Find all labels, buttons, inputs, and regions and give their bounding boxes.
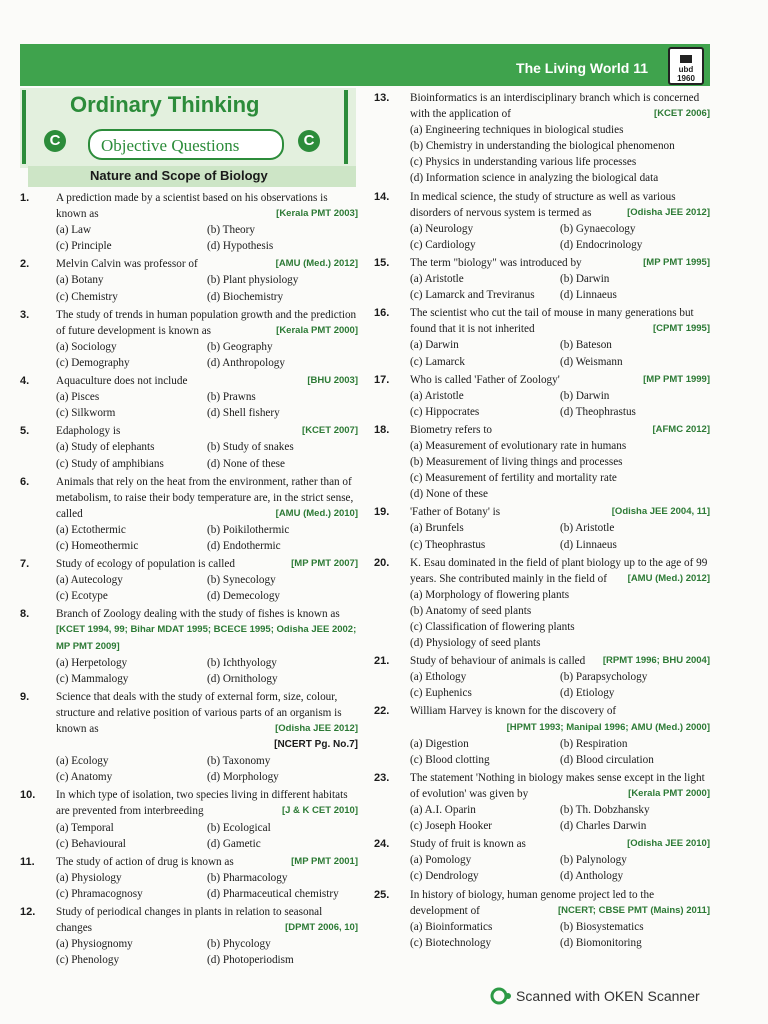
question-text-block	[56, 689, 358, 753]
answer-option: (b) Plant physiology	[207, 274, 299, 287]
answer-option: (a) Engineering techniques in biological studies	[410, 124, 624, 137]
answer-option: (b) Bateson	[560, 339, 612, 352]
question-text: Who is called 'Father of Zoology'	[410, 373, 560, 386]
answer-option: (c) Study of amphibians	[56, 457, 164, 470]
question-text: The term "biology" was introduced by	[410, 256, 582, 269]
question-text-block	[56, 556, 358, 572]
answer-option: (a) Ecology	[56, 755, 109, 768]
question-text: In which type of isolation, two species living in different habitats are prevented from interbreeding	[56, 789, 348, 818]
question-number: 15.	[374, 256, 390, 269]
answer-option: (c) Theophrastus	[410, 538, 486, 551]
answer-option: (c) Behavioural	[56, 837, 126, 850]
options-list	[56, 272, 358, 304]
options-list	[56, 655, 358, 687]
exam-source: [DPMT 2006, 10]	[285, 922, 358, 934]
question-number: 17.	[374, 373, 390, 386]
question-text: Aquaculture does not include	[56, 375, 188, 388]
question-number: 21.	[374, 655, 390, 668]
answer-option: (a) Pisces	[56, 391, 100, 404]
answer-option: (a) Temporal	[56, 821, 114, 834]
answer-option: (b) Phycology	[207, 938, 271, 951]
answer-option: (c) Lamarck	[410, 355, 465, 368]
exam-source: [Odisha JEE 2010]	[627, 838, 710, 850]
answer-option: (a) Pomology	[410, 854, 472, 867]
question-text-block	[410, 770, 710, 802]
question-number: 22.	[374, 705, 390, 718]
answer-option: (d) Blood circulation	[560, 753, 654, 766]
question-number: 12.	[20, 906, 36, 919]
options-list	[56, 572, 358, 604]
options-list	[56, 936, 358, 968]
question-text: The statement 'Nothing in biology makes sense except in the light of evolution' was given by	[410, 771, 705, 800]
question-text-block	[56, 606, 358, 654]
answer-option: (c) Anatomy	[56, 771, 113, 784]
answer-option: (a) Physiognomy	[56, 938, 133, 951]
answer-option: (b) Synecology	[207, 574, 276, 587]
question-text: Biometry refers to	[410, 423, 493, 436]
options-list	[410, 388, 710, 420]
answer-option: (a) Darwin	[410, 339, 459, 352]
question-text: Bioinformatics is an interdisciplinary branch which is concerned with the application of	[410, 92, 700, 121]
question-text-block	[410, 653, 710, 669]
answer-option: (a) Brunfels	[410, 522, 464, 535]
answer-option: (c) Mammalogy	[56, 672, 129, 685]
answer-option: (c) Principle	[56, 240, 112, 253]
exam-source: [RPMT 1996; BHU 2004]	[602, 655, 710, 667]
exam-source: [KCET 1994, 99; Bihar MDAT 1995; BCECE 1995; Odisha JEE 2002; MP PMT 2009]	[56, 624, 357, 652]
left-question-column	[20, 190, 358, 970]
answer-option: (d) Etiology	[560, 687, 615, 700]
corner-c-icon: C	[44, 130, 66, 152]
question-item	[374, 90, 710, 187]
question-number: 1.	[20, 192, 30, 204]
question-text: In history of biology, human genome project led to the development of	[410, 888, 655, 917]
answer-option: (c) Dendrology	[410, 870, 479, 883]
question-text-block	[56, 190, 358, 222]
ncert-reference: [NCERT Pg. No.7]	[274, 739, 358, 751]
answer-option: (c) Biotechnology	[410, 936, 492, 949]
question-item	[20, 689, 358, 786]
question-item	[20, 556, 358, 604]
question-item	[20, 190, 358, 254]
running-header: The Living World 11	[516, 60, 648, 76]
answer-option: (c) Classification of flowering plants	[410, 621, 575, 633]
answer-option: (b) Respiration	[560, 737, 628, 750]
exam-source: [BHU 2003]	[307, 375, 358, 387]
answer-option: (b) Gynaecology	[560, 222, 636, 235]
banner-title: Ordinary Thinking	[70, 92, 260, 117]
question-text: The study of action of drug is known as	[56, 855, 234, 868]
question-number: 14.	[374, 190, 390, 203]
logo-bottom-text: 1960	[677, 74, 695, 83]
answer-option: (d) Endocrinology	[560, 238, 643, 251]
answer-option: (d) Linnaeus	[560, 538, 617, 551]
question-text: William Harvey is known for the discovery of	[410, 705, 617, 718]
question-number: 4.	[20, 375, 30, 388]
exam-source: [HPMT 1993; Manipal 1996; AMU (Med.) 2000]	[506, 721, 710, 733]
options-list	[410, 852, 710, 884]
exam-source: [AFMC 2012]	[652, 423, 710, 435]
answer-option: (c) Euphenics	[410, 687, 472, 700]
answer-option: (a) A.I. Oparin	[410, 804, 476, 817]
logo-mark-icon	[680, 55, 692, 63]
answer-option: (a) Herpetology	[56, 656, 128, 669]
question-text: Study of fruit is known as	[410, 838, 526, 851]
answer-option: (b) Chemistry in understanding the biological phenomenon	[410, 140, 675, 153]
answer-option: (a) Physiology	[56, 871, 122, 884]
answer-option: (d) Linnaeus	[560, 289, 617, 302]
question-item	[20, 787, 358, 851]
answer-option: (b) Taxonomy	[207, 755, 271, 768]
exam-source: [NCERT; CBSE PMT (Mains) 2011]	[557, 904, 710, 916]
answer-option: (c) Blood clotting	[410, 753, 490, 766]
options-list	[56, 222, 358, 254]
exam-source: [MP PMT 1999]	[643, 373, 710, 385]
answer-option: (a) Autecology	[56, 574, 123, 587]
publisher-logo	[668, 47, 704, 85]
exam-source: [Odisha JEE 2012]	[275, 723, 358, 734]
question-text-block	[410, 372, 710, 388]
question-number: 5.	[20, 425, 30, 438]
answer-option: (d) Ornithology	[207, 672, 278, 685]
answer-option: (c) Cardiology	[410, 238, 476, 251]
question-number: 19.	[374, 506, 390, 519]
answer-option: (b) Ecological	[207, 821, 271, 834]
question-number: 11.	[20, 855, 35, 868]
answer-option: (c) Physics in understanding various life processes	[410, 156, 637, 169]
options-list	[56, 389, 358, 421]
question-text-block	[410, 836, 710, 852]
question-text: Melvin Calvin was professor of	[56, 258, 198, 271]
answer-option: (a) Aristotle	[410, 389, 464, 402]
question-text-block	[410, 422, 710, 438]
question-text: Science that deals with the study of external form, size, colour, structure and relative position of various parts of an organism is known as	[56, 690, 342, 735]
question-item	[374, 504, 710, 552]
scanner-logo-icon	[490, 986, 512, 1006]
answer-option: (a) Sociology	[56, 340, 117, 353]
exam-source: [Kerala PMT 2000]	[276, 324, 358, 336]
options-list	[56, 870, 358, 902]
question-number: 24.	[374, 838, 390, 851]
answer-option: (d) Demecology	[207, 590, 281, 603]
question-text-block	[410, 189, 710, 221]
question-text-block	[56, 423, 358, 439]
answer-option: (a) Bioinformatics	[410, 920, 493, 933]
question-number: 20.	[374, 556, 390, 569]
answer-option: (c) Phramacognosy	[56, 887, 143, 900]
options-list	[410, 520, 710, 552]
question-text: 'Father of Botany' is	[410, 506, 501, 519]
answer-option: (a) Law	[56, 224, 92, 237]
exam-source: [CPMT 1995]	[652, 323, 710, 335]
question-text-block	[410, 703, 710, 735]
exam-source: [KCET 2006]	[654, 108, 710, 120]
answer-option: (d) Shell fishery	[207, 407, 280, 420]
exam-source: [Odisha JEE 2004, 11]	[611, 506, 710, 518]
question-text-block	[410, 555, 710, 587]
question-item	[374, 422, 710, 502]
question-item	[374, 653, 710, 701]
section-title: Nature and Scope of Biology	[90, 168, 268, 183]
answer-option: (d) Gametic	[207, 837, 261, 850]
banner-subtitle: Objective Questions	[101, 136, 240, 155]
answer-option: (c) Silkworm	[56, 407, 116, 420]
question-item	[374, 836, 710, 884]
question-item	[374, 555, 710, 652]
question-text: Study of behaviour of animals is called	[410, 655, 586, 668]
question-number: 13.	[374, 92, 390, 104]
question-text-block	[56, 854, 358, 870]
answer-option: (b) Palynology	[560, 854, 627, 867]
exam-source: [Kerala PMT 2000]	[628, 787, 710, 799]
answer-option: (c) Demography	[56, 356, 130, 369]
question-text: The scientist who cut the tail of mouse in many generations but found that it is not inherited	[410, 307, 694, 336]
answer-option: (d) Information science in analyzing the biological data	[410, 172, 659, 185]
exam-source: [AMU (Med.) 2010]	[275, 507, 358, 519]
question-number: 7.	[20, 558, 30, 571]
question-number: 18.	[374, 423, 390, 436]
options-list	[56, 753, 358, 785]
question-number: 3.	[20, 308, 30, 321]
exam-source: [Kerala PMT 2003]	[276, 208, 358, 220]
question-number: 6.	[20, 475, 30, 488]
answer-option: (c) Lamarck and Treviranus	[410, 289, 535, 302]
question-item	[20, 307, 358, 371]
answer-option: (d) Anthropology	[207, 356, 285, 369]
answer-option: (b) Study of snakes	[207, 441, 294, 454]
answer-option: (b) Biosystematics	[560, 920, 644, 933]
answer-option: (d) Morphology	[207, 771, 279, 784]
right-question-column	[374, 90, 710, 953]
answer-option: (b) Poikilothermic	[207, 523, 290, 536]
question-number: 16.	[374, 307, 390, 320]
answer-option: (a) Measurement of evolutionary rate in humans	[410, 439, 627, 452]
answer-option: (d) Endothermic	[207, 539, 281, 552]
options-list	[410, 736, 710, 768]
answer-option: (d) Anthology	[560, 870, 624, 883]
options-list	[410, 919, 710, 951]
question-number: 25.	[374, 888, 390, 901]
answer-option: (b) Parapsychology	[560, 671, 648, 684]
question-text-block	[410, 887, 710, 919]
answer-option: (d) Photoperiodism	[207, 954, 294, 967]
options-list	[410, 221, 710, 253]
question-item	[374, 305, 710, 369]
answer-option: (c) Measurement of fertility and mortality rate	[410, 472, 617, 485]
question-item	[374, 703, 710, 767]
question-text-block	[410, 255, 710, 271]
question-number: 9.	[20, 690, 30, 703]
question-text: Study of periodical changes in plants in relation to seasonal changes	[56, 906, 323, 935]
question-text: Edaphology is	[56, 425, 121, 438]
exam-source: [MP PMT 2001]	[291, 855, 358, 867]
answer-option: (a) Neurology	[410, 222, 474, 235]
answer-option: (b) Aristotle	[560, 522, 615, 535]
answer-option: (d) Theophrastus	[560, 405, 636, 418]
answer-option: (d) Charles Darwin	[560, 820, 647, 833]
question-item	[20, 606, 358, 686]
question-item	[374, 189, 710, 253]
question-text-block	[56, 474, 358, 522]
answer-option: (c) Ecotype	[56, 590, 108, 603]
answer-option: (c) Phenology	[56, 954, 120, 967]
answer-option: (b) Ichthyology	[207, 656, 277, 669]
banner-right-bar	[344, 90, 348, 164]
question-number: 23.	[374, 771, 390, 784]
answer-option: (d) None of these	[410, 488, 488, 501]
question-text: Study of ecology of population is called	[56, 558, 235, 571]
question-text: Branch of Zoology dealing with the study of fishes is known as	[56, 608, 340, 621]
question-text-block	[410, 90, 710, 122]
options-list	[410, 587, 710, 651]
question-item	[20, 904, 358, 968]
corner-c-icon: C	[298, 130, 320, 152]
options-list	[410, 669, 710, 701]
answer-option: (b) Geography	[207, 340, 273, 353]
question-text: The study of trends in human population growth and the prediction of future development is known as	[56, 308, 357, 337]
answer-option: (d) Biomonitoring	[560, 936, 642, 949]
question-text-block	[56, 373, 358, 389]
options-list	[56, 522, 358, 554]
options-list	[56, 439, 358, 471]
question-text: In medical science, the study of structure as well as various disorders of nervous system is termed as	[410, 190, 676, 219]
exam-source: [Odisha JEE 2012]	[627, 206, 710, 218]
question-text-block	[56, 256, 358, 272]
answer-option: (a) Ectothermic	[56, 523, 126, 536]
logo-top-text: ubd	[678, 65, 694, 74]
question-text-block	[410, 305, 710, 337]
question-item	[374, 372, 710, 420]
answer-option: (d) Biochemistry	[207, 290, 284, 303]
exam-source: [AMU (Med.) 2012]	[275, 258, 358, 270]
options-list	[410, 438, 710, 502]
options-list	[56, 339, 358, 371]
question-text: Animals that rely on the heat from the environment, rather than of metabolism, to raise their body temperature are, in the strict sense, called	[56, 475, 354, 520]
answer-option: (b) Anatomy of seed plants	[410, 604, 532, 617]
answer-option: (b) Darwin	[560, 273, 610, 286]
question-text-block	[410, 504, 710, 520]
question-number: 8.	[20, 608, 30, 621]
answer-option: (c) Homeothermic	[56, 539, 139, 552]
question-text: K. Esau dominated in the field of plant biology up to the age of 99 years. She contributed mainly in the field of	[410, 556, 708, 585]
exam-source: [KCET 2007]	[302, 425, 358, 437]
answer-option: (b) Theory	[207, 224, 255, 237]
answer-option: (c) Joseph Hooker	[410, 820, 493, 833]
answer-option: (a) Botany	[56, 274, 104, 287]
options-list	[410, 337, 710, 369]
answer-option: (b) Prawns	[207, 391, 256, 404]
answer-option: (d) Pharmaceutical chemistry	[207, 887, 339, 900]
answer-option: (a) Digestion	[410, 737, 469, 750]
answer-option: (d) None of these	[207, 457, 285, 470]
question-item	[374, 255, 710, 303]
question-item	[374, 887, 710, 951]
question-item	[20, 423, 358, 471]
options-list	[410, 802, 710, 834]
exam-source: [MP PMT 2007]	[291, 558, 358, 570]
exam-source: [AMU (Med.) 2012]	[627, 572, 710, 584]
question-text-block	[56, 307, 358, 339]
scanner-watermark: Scanned with OKEN Scanner	[516, 988, 700, 1004]
exam-source: [MP PMT 1995]	[643, 256, 710, 268]
options-list	[56, 820, 358, 852]
answer-option: (b) Pharmacology	[207, 871, 288, 884]
question-number: 2.	[20, 258, 30, 271]
options-list	[410, 122, 710, 186]
answer-option: (d) Weismann	[560, 355, 623, 368]
answer-option: (b) Th. Dobzhansky	[560, 804, 650, 817]
question-number: 10.	[20, 789, 36, 802]
answer-option: (c) Chemistry	[56, 290, 118, 303]
question-text-block	[56, 904, 358, 936]
answer-option: (b) Darwin	[560, 389, 610, 402]
question-item	[374, 770, 710, 834]
options-list	[410, 271, 710, 303]
question-item	[20, 854, 358, 902]
question-item	[20, 373, 358, 421]
exam-source: [J & K CET 2010]	[281, 805, 358, 817]
answer-option: (b) Measurement of living things and processes	[410, 456, 623, 469]
answer-option: (a) Ethology	[410, 671, 467, 684]
answer-option: (d) Hypothesis	[207, 240, 274, 253]
answer-option: (c) Hippocrates	[410, 405, 480, 418]
question-text-block	[56, 787, 358, 819]
question-text: A prediction made by a scientist based on his observations is known as	[56, 192, 328, 221]
answer-option: (d) Physiology of seed plants	[410, 637, 541, 650]
banner-left-bar	[22, 90, 26, 164]
answer-option: (a) Aristotle	[410, 273, 464, 286]
answer-option: (a) Study of elephants	[56, 441, 155, 454]
question-item	[20, 256, 358, 304]
answer-option: (a) Morphology of flowering plants	[410, 588, 570, 601]
question-item	[20, 474, 358, 554]
